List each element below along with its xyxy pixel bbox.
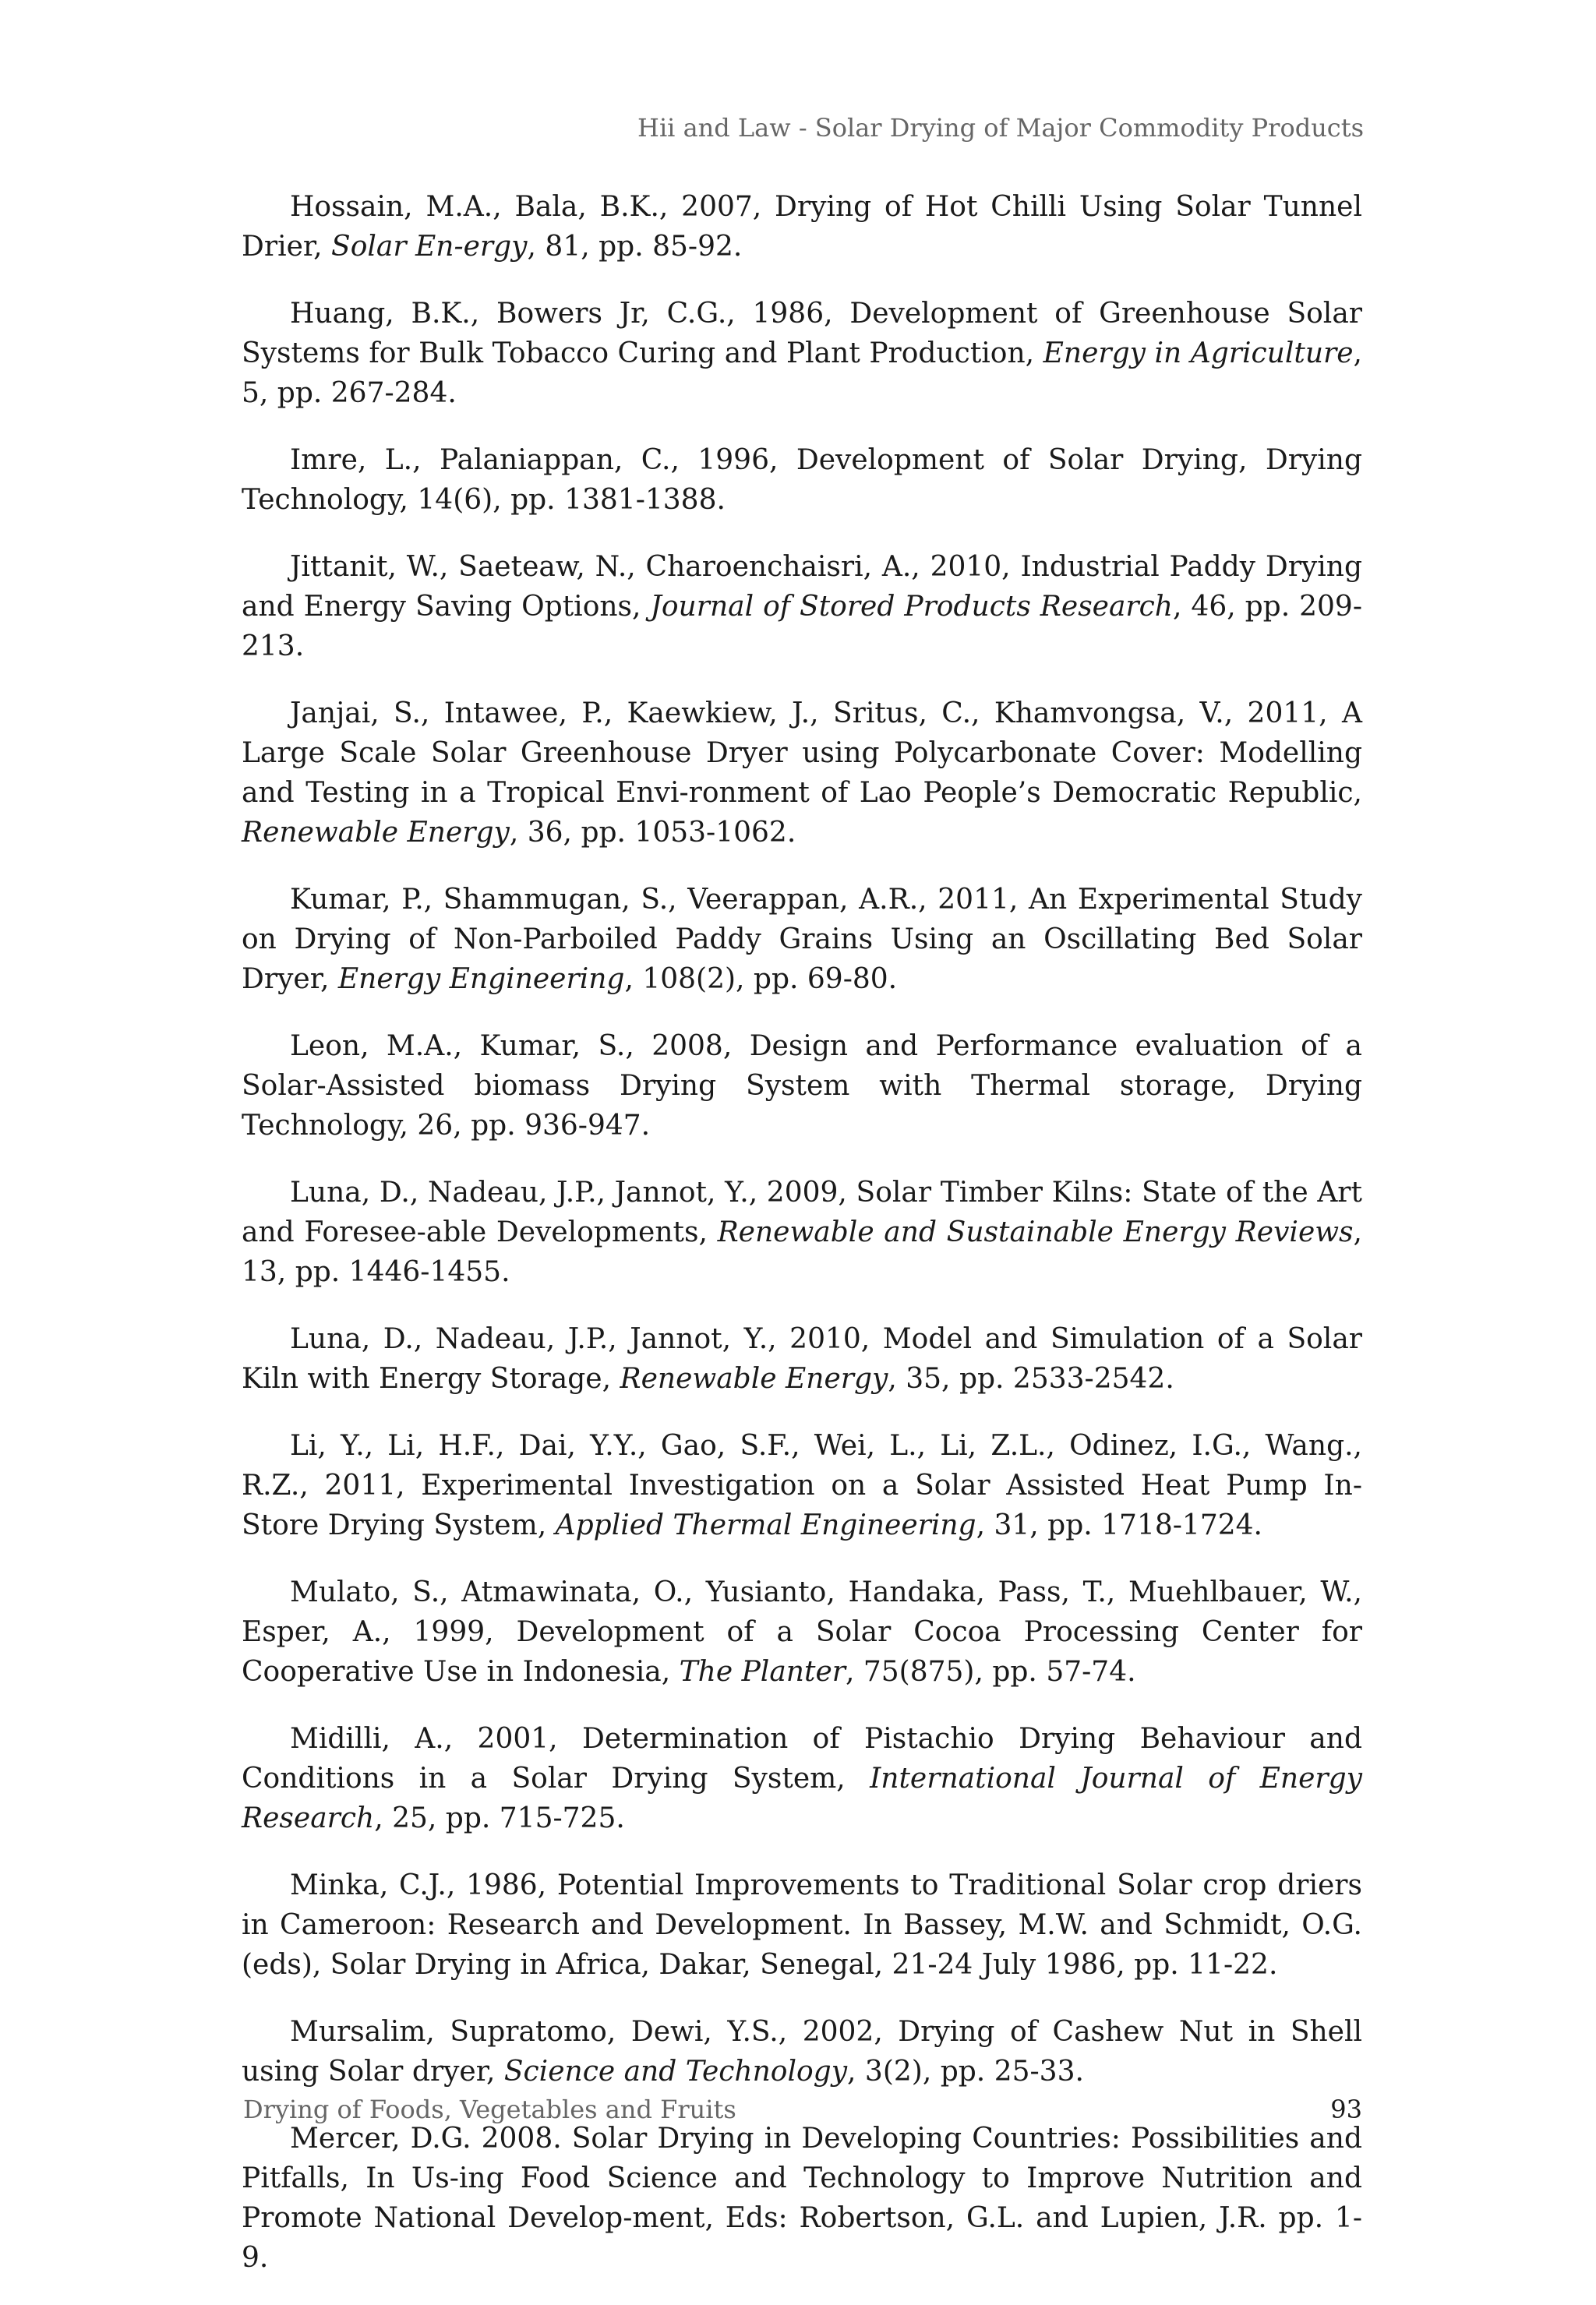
reference-entry bbox=[242, 440, 1362, 520]
reference-text: Luna, D., Nadeau, J.P., Jannot, Y., 2010, Model and Simulation of a Solar Kiln with Energy Storage, bbox=[242, 1323, 1362, 1395]
reference-details: , 13, pp. 1446-1455. bbox=[242, 1216, 1362, 1288]
reference-text: Hossain, M.A., Bala, B.K., 2007, Drying of Hot Chilli Using Solar Tunnel Drier, bbox=[242, 191, 1362, 263]
reference-details: , 3(2), pp. 25-33. bbox=[847, 2056, 1084, 2088]
reference-text: Minka, C.J., 1986, Potential Improvements to Traditional Solar crop driers in Cameroon: Research and Development. In Bassey, M.W. and Schmidt, O.G. (eds), Solar Drying in Africa, Dakar, Senegal, 21-24 July 1986, pp. 11-22. bbox=[242, 1869, 1362, 1981]
reference-details: , 5, pp. 267-284. bbox=[242, 337, 1362, 409]
reference-text: Kumar, P., Shammugan, S., Veerappan, A.R., 2011, An Experimental Study on Drying of Non-Parboiled Paddy Grains Using an Oscillating Bed Solar Dryer, bbox=[242, 884, 1362, 995]
journal-title: Energy in Agriculture bbox=[1043, 337, 1354, 369]
reference-text: Luna, D., Nadeau, J.P., Jannot, Y., 2009, Solar Timber Kilns: State of the Art and Foresee-able Developments, bbox=[242, 1177, 1362, 1248]
journal-title: The Planter bbox=[679, 1656, 846, 1688]
reference-entry bbox=[242, 1719, 1362, 1838]
reference-text: Imre, L., Palaniappan, C., 1996, Development of Solar Drying, Drying Technology, 14(6), pp. 1381-1388. bbox=[242, 444, 1362, 516]
reference-details: , 46, pp. 209-213. bbox=[242, 591, 1363, 662]
reference-text: Mulato, S., Atmawinata, O., Yusianto, Handaka, Pass, T., Muehlbauer, W., Esper, A., 1999, Development of a Solar Cocoa Processing Center for Cooperative Use in Indonesia, bbox=[242, 1576, 1362, 1688]
reference-details: , 25, pp. 715-725. bbox=[374, 1802, 625, 1834]
journal-title: Science and Technology bbox=[503, 2056, 848, 2088]
reference-entry bbox=[242, 1026, 1362, 1145]
reference-text: Janjai, S., Intawee, P., Kaewkiew, J., Sritus, C., Khamvongsa, V., 2011, A Large Scale Solar Greenhouse Dryer using Polycarbonate Cover: Modelling and Testing in a Tropical Envi-ronment of Lao People’s Democratic Republic, bbox=[242, 697, 1362, 809]
reference-details: , 81, pp. 85-92. bbox=[527, 231, 743, 263]
reference-entry bbox=[242, 1573, 1362, 1692]
reference-entry bbox=[242, 1319, 1362, 1399]
journal-title: Journal of Stored Products Research bbox=[650, 591, 1173, 623]
reference-entry bbox=[242, 294, 1362, 413]
reference-text: Mursalim, Supratomo, Dewi, Y.S., 2002, Drying of Cashew Nut in Shell using Solar dryer, bbox=[242, 2016, 1362, 2088]
reference-text: Jittanit, W., Saeteaw, N., Charoenchaisri, A., 2010, Industrial Paddy Drying and Energy Saving Options, bbox=[242, 551, 1362, 623]
reference-entry bbox=[242, 1173, 1362, 1292]
reference-details: , 35, pp. 2533-2542. bbox=[888, 1363, 1174, 1395]
journal-title: Renewable Energy bbox=[620, 1363, 888, 1395]
running-header: Hii and Law - Solar Drying of Major Commodity Products bbox=[637, 113, 1364, 143]
reference-text: Leon, M.A., Kumar, S., 2008, Design and Performance evaluation of a Solar-Assisted biomass Drying System with Thermal storage, Drying Technology, 26, pp. 936-947. bbox=[242, 1030, 1362, 1142]
reference-entry bbox=[242, 187, 1362, 267]
reference-entry bbox=[242, 1866, 1362, 1985]
reference-entry bbox=[242, 547, 1362, 666]
reference-entry bbox=[242, 1426, 1362, 1545]
footer-book-title: Drying of Foods, Vegetables and Fruits bbox=[243, 2095, 736, 2124]
journal-title: Energy Engineering bbox=[337, 963, 625, 995]
reference-entry bbox=[242, 2119, 1362, 2278]
reference-details: , 108(2), pp. 69-80. bbox=[624, 963, 898, 995]
reference-entry bbox=[242, 694, 1362, 852]
journal-title: Renewable Energy bbox=[242, 817, 510, 849]
reference-text: Midilli, A., 2001, Determination of Pistachio Drying Behaviour and Conditions in a Solar Drying System, bbox=[242, 1723, 1362, 1795]
reference-text: Li, Y., Li, H.F., Dai, Y.Y., Gao, S.F., Wei, L., Li, Z.L., Odinez, I.G., Wang., R.Z., 2011, Experimental Investigation on a Solar Assisted Heat Pump In-Store Drying System, bbox=[242, 1430, 1362, 1541]
journal-title: Solar En-ergy bbox=[331, 231, 528, 263]
journal-title: Applied Thermal Engineering bbox=[555, 1509, 976, 1541]
reference-details: , 75(875), pp. 57-74. bbox=[845, 1656, 1136, 1688]
reference-entry bbox=[242, 2012, 1362, 2091]
journal-title: International Journal of Energy Research bbox=[242, 1763, 1362, 1834]
reference-entry bbox=[242, 880, 1362, 999]
reference-text: Mercer, D.G. 2008. Solar Drying in Developing Countries: Possibilities and Pitfalls, In Us-ing Food Science and Technology to Improve Nutrition and Promote National Develop-ment, Eds: Robertson, G.L. and Lupien, J.R. pp. 1-9. bbox=[242, 2123, 1362, 2274]
journal-title: Renewable and Sustainable Energy Reviews bbox=[717, 1216, 1354, 1248]
reference-details: , 31, pp. 1718-1724. bbox=[976, 1509, 1262, 1541]
page-number: 93 bbox=[1330, 2095, 1362, 2124]
page-footer bbox=[243, 2095, 1362, 2129]
reference-text: Huang, B.K., Bowers Jr, C.G., 1986, Development of Greenhouse Solar Systems for Bulk Tobacco Curing and Plant Production, bbox=[242, 298, 1362, 369]
reference-list bbox=[242, 187, 1362, 2305]
reference-details: , 36, pp. 1053-1062. bbox=[509, 817, 796, 849]
